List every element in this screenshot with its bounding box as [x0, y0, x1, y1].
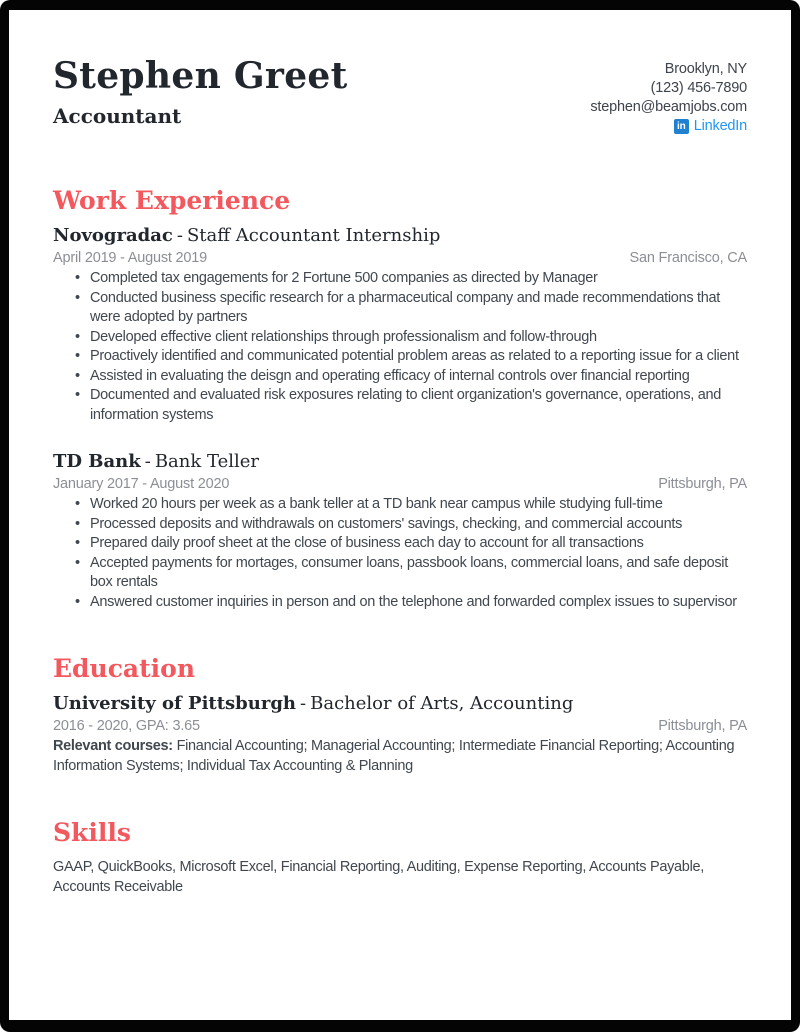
- relevant-courses-text: Financial Accounting; Managerial Accounting; Intermediate Financial Reporting; Accounting Information Systems; Individual Tax Accounting & Planning: [53, 738, 735, 774]
- job-meta-row: [53, 250, 747, 266]
- job-role: Bank Teller: [154, 451, 260, 472]
- skills-list: GAAP, QuickBooks, Microsoft Excel, Financial Reporting, Auditing, Expense Reporting, Accounts Payable, Accounts Receivable: [53, 859, 704, 895]
- job-role: Staff Accountant Internship: [186, 225, 441, 246]
- job-separator: -: [176, 225, 183, 246]
- job-bullet-list: [53, 495, 747, 612]
- job-title-line: [53, 451, 747, 472]
- job-company: TD Bank: [53, 451, 141, 472]
- bullet-item: • Documented and evaluated risk exposures relating to client organization's governance, operations, and information systems: [75, 386, 747, 425]
- bullet-item: • Conducted business specific research for a pharmaceutical company and made recommendations that were adopted by partners: [75, 289, 747, 328]
- education-degree: Bachelor of Arts, Accounting: [310, 693, 574, 714]
- section-work-experience: [53, 186, 747, 612]
- linkedin-icon: in: [674, 119, 689, 134]
- resume-header: [53, 56, 747, 136]
- bullet-item: • Accepted payments for mortages, consumer loans, passbook loans, commercial loans, and safe deposit box rentals: [75, 554, 747, 593]
- bullet-item: • Answered customer inquiries in person and on the telephone and forwarded complex issues to supervisor: [75, 593, 747, 613]
- resume-page: [9, 10, 791, 1020]
- job-company: Novogradac: [53, 225, 173, 246]
- job-location: Pittsburgh, PA: [658, 476, 747, 492]
- work-experience-heading: Work Experience: [53, 186, 291, 215]
- education-dates: 2016 - 2020, GPA: 3.65: [53, 718, 200, 734]
- skills-heading: Skills: [53, 818, 131, 847]
- education-meta-row: [53, 718, 747, 734]
- education-title-line: [53, 693, 747, 714]
- job-entry-td-bank: [53, 451, 747, 612]
- bullet-item: • Completed tax engagements for 2 Fortune 500 companies as directed by Manager: [75, 269, 747, 289]
- bullet-item: • Processed deposits and withdrawals on customers' savings, checking, and commercial accounts: [75, 515, 747, 535]
- job-bullet-list: [53, 269, 747, 425]
- contact-location: Brooklyn, NY: [664, 61, 747, 77]
- education-separator: -: [300, 693, 307, 714]
- identity-block: [53, 56, 348, 128]
- education-heading: Education: [53, 654, 196, 683]
- job-separator: -: [144, 451, 151, 472]
- person-name: Stephen Greet: [53, 55, 348, 97]
- relevant-courses-label: Relevant courses:: [53, 738, 173, 754]
- person-title: Accountant: [53, 104, 182, 129]
- bullet-item: • Proactively identified and communicated potential problem areas as related to a reporting issue for a client: [75, 347, 747, 367]
- section-education: [53, 654, 747, 776]
- job-entry-novogradac: [53, 225, 747, 425]
- education-school: University of Pittsburgh: [53, 693, 297, 714]
- job-location: San Francisco, CA: [629, 250, 747, 266]
- bullet-item: • Developed effective client relationships through professionalism and follow-through: [75, 328, 747, 348]
- job-dates: April 2019 - August 2019: [53, 250, 208, 266]
- job-dates: January 2017 - August 2020: [53, 476, 230, 492]
- bullet-item: • Assisted in evaluating the deisgn and operating efficacy of internal controls over financial reporting: [75, 367, 747, 387]
- job-meta-row: [53, 476, 747, 492]
- contact-block: [590, 56, 747, 136]
- contact-email: stephen@beamjobs.com: [590, 99, 747, 115]
- relevant-courses: [53, 736, 747, 776]
- contact-phone: (123) 456-7890: [650, 80, 747, 96]
- linkedin-link[interactable]: [590, 117, 747, 136]
- linkedin-label: LinkedIn: [693, 118, 747, 134]
- education-location: Pittsburgh, PA: [658, 718, 747, 734]
- bullet-item: • Prepared daily proof sheet at the close of business each day to account for all transactions: [75, 534, 747, 554]
- bullet-item: • Worked 20 hours per week as a bank teller at a TD bank near campus while studying full-time: [75, 495, 747, 515]
- job-title-line: [53, 225, 747, 246]
- section-skills: [53, 818, 747, 897]
